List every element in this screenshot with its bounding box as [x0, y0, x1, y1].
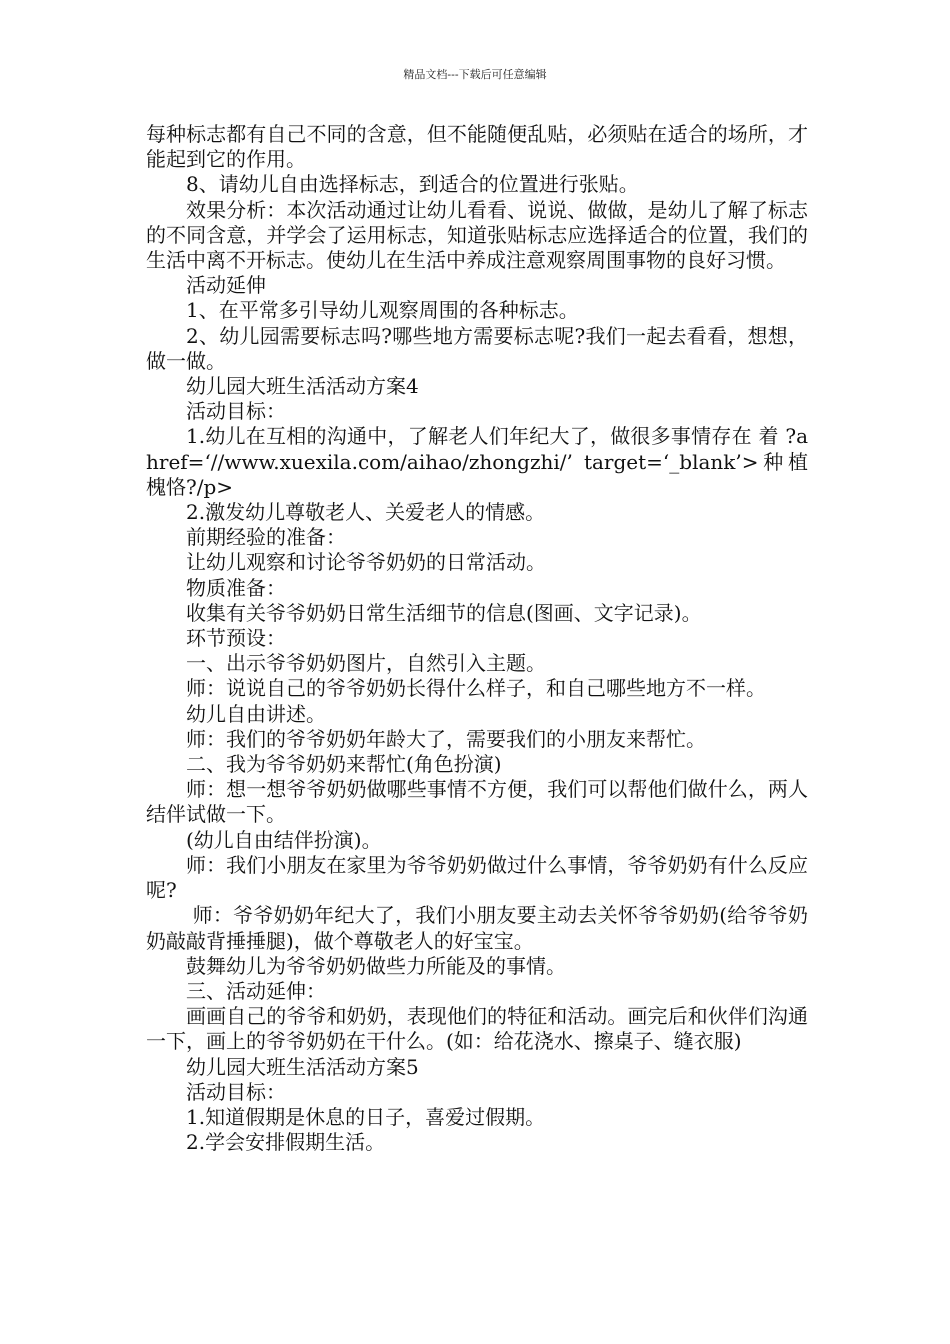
page-header: 精品文档---下载后可任意编辑 [403, 68, 547, 81]
paragraph: 1、在平常多引导幼儿观察周围的各种标志。 [186, 298, 579, 323]
paragraph: 师：说说自己的爷爷奶奶长得什么样子，和自己哪些地方不一样。 [186, 676, 766, 701]
paragraph: 活动延伸 [186, 273, 266, 298]
paragraph: 8、请幼儿自由选择标志，到适合的位置进行张贴。 [186, 172, 639, 197]
paragraph: 幼儿自由讲述。 [186, 701, 326, 726]
paragraph: 1.幼儿在互相的沟通中，了解老人们年纪大了，做很多事情存在 着 ?a href=‘//www.xuexila.com/aihao/zhongzhi/’ target=‘_blank’>种植槐恪?/p> [146, 424, 815, 499]
paragraph: 效果分析：本次活动通过让幼儿看看、说说、做做，是幼儿了解了标志的不同含意，并学会了运用标志，知道张贴标志应选择适合的位置，我们的生活中离不开标志。使幼儿在生活中养成注意观察周围事物的良好习惯。 [146, 197, 808, 273]
paragraph: 三、活动延伸： [186, 978, 326, 1003]
paragraph: 让幼儿观察和讨论爷爷奶奶的日常活动。 [186, 550, 546, 575]
paragraph: 活动目标： [186, 399, 286, 424]
paragraph: 师：想一想爷爷奶奶做哪些事情不方便，我们可以帮他们做什么，两人结伴试做一下。 [146, 777, 808, 827]
paragraph: 一、出示爷爷奶奶图片，自然引入主题。 [186, 651, 546, 676]
paragraph: 2、幼儿园需要标志吗?哪些地方需要标志呢?我们一起去看看，想想，做一做。 [146, 323, 808, 373]
paragraph: 二、我为爷爷奶奶来帮忙(角色扮演) [186, 752, 502, 777]
paragraph: 画画自己的爷爷和奶奶，表现他们的特征和活动。画完后和伙伴们沟通一下，画上的爷爷奶奶在干什么。(如：给花浇水、擦桌子、缝衣服) [146, 1004, 808, 1054]
paragraph: 收集有关爷爷奶奶日常生活细节的信息(图画、文字记录)。 [186, 600, 702, 625]
paragraph: 物质准备： [186, 575, 286, 600]
document-body [146, 122, 815, 1155]
paragraph: 2.学会安排假期生活。 [186, 1130, 386, 1155]
paragraph: 鼓舞幼儿为爷爷奶奶做些力所能及的事情。 [186, 953, 566, 978]
paragraph: 2.激发幼儿尊敬老人、关爱老人的情感。 [186, 500, 546, 525]
paragraph: 师：我们小朋友在家里为爷爷奶奶做过什么事情，爷爷奶奶有什么反应呢? [146, 852, 808, 903]
paragraph: 师：我们的爷爷奶奶年龄大了，需要我们的小朋友来帮忙。 [186, 726, 706, 751]
paragraph: 前期经验的准备： [186, 525, 346, 550]
paragraph: 1.知道假期是休息的日子，喜爱过假期。 [186, 1104, 546, 1129]
paragraph: 师：爷爷奶奶年纪大了，我们小朋友要主动去关怀爷爷奶奶(给爷爷奶奶敲敲背捶捶腿)，做个尊敬老人的好宝宝。 [146, 903, 809, 953]
paragraph: (幼儿自由结伴扮演)。 [186, 827, 382, 852]
paragraph: 幼儿园大班生活活动方案5 [186, 1054, 419, 1079]
paragraph: 幼儿园大班生活活动方案4 [186, 374, 419, 399]
paragraph: 活动目标： [186, 1079, 286, 1104]
paragraph: 每种标志都有自己不同的含意，但不能随便乱贴，必须贴在适合的场所，才能起到它的作用。 [146, 122, 808, 172]
paragraph: 环节预设： [186, 626, 286, 651]
